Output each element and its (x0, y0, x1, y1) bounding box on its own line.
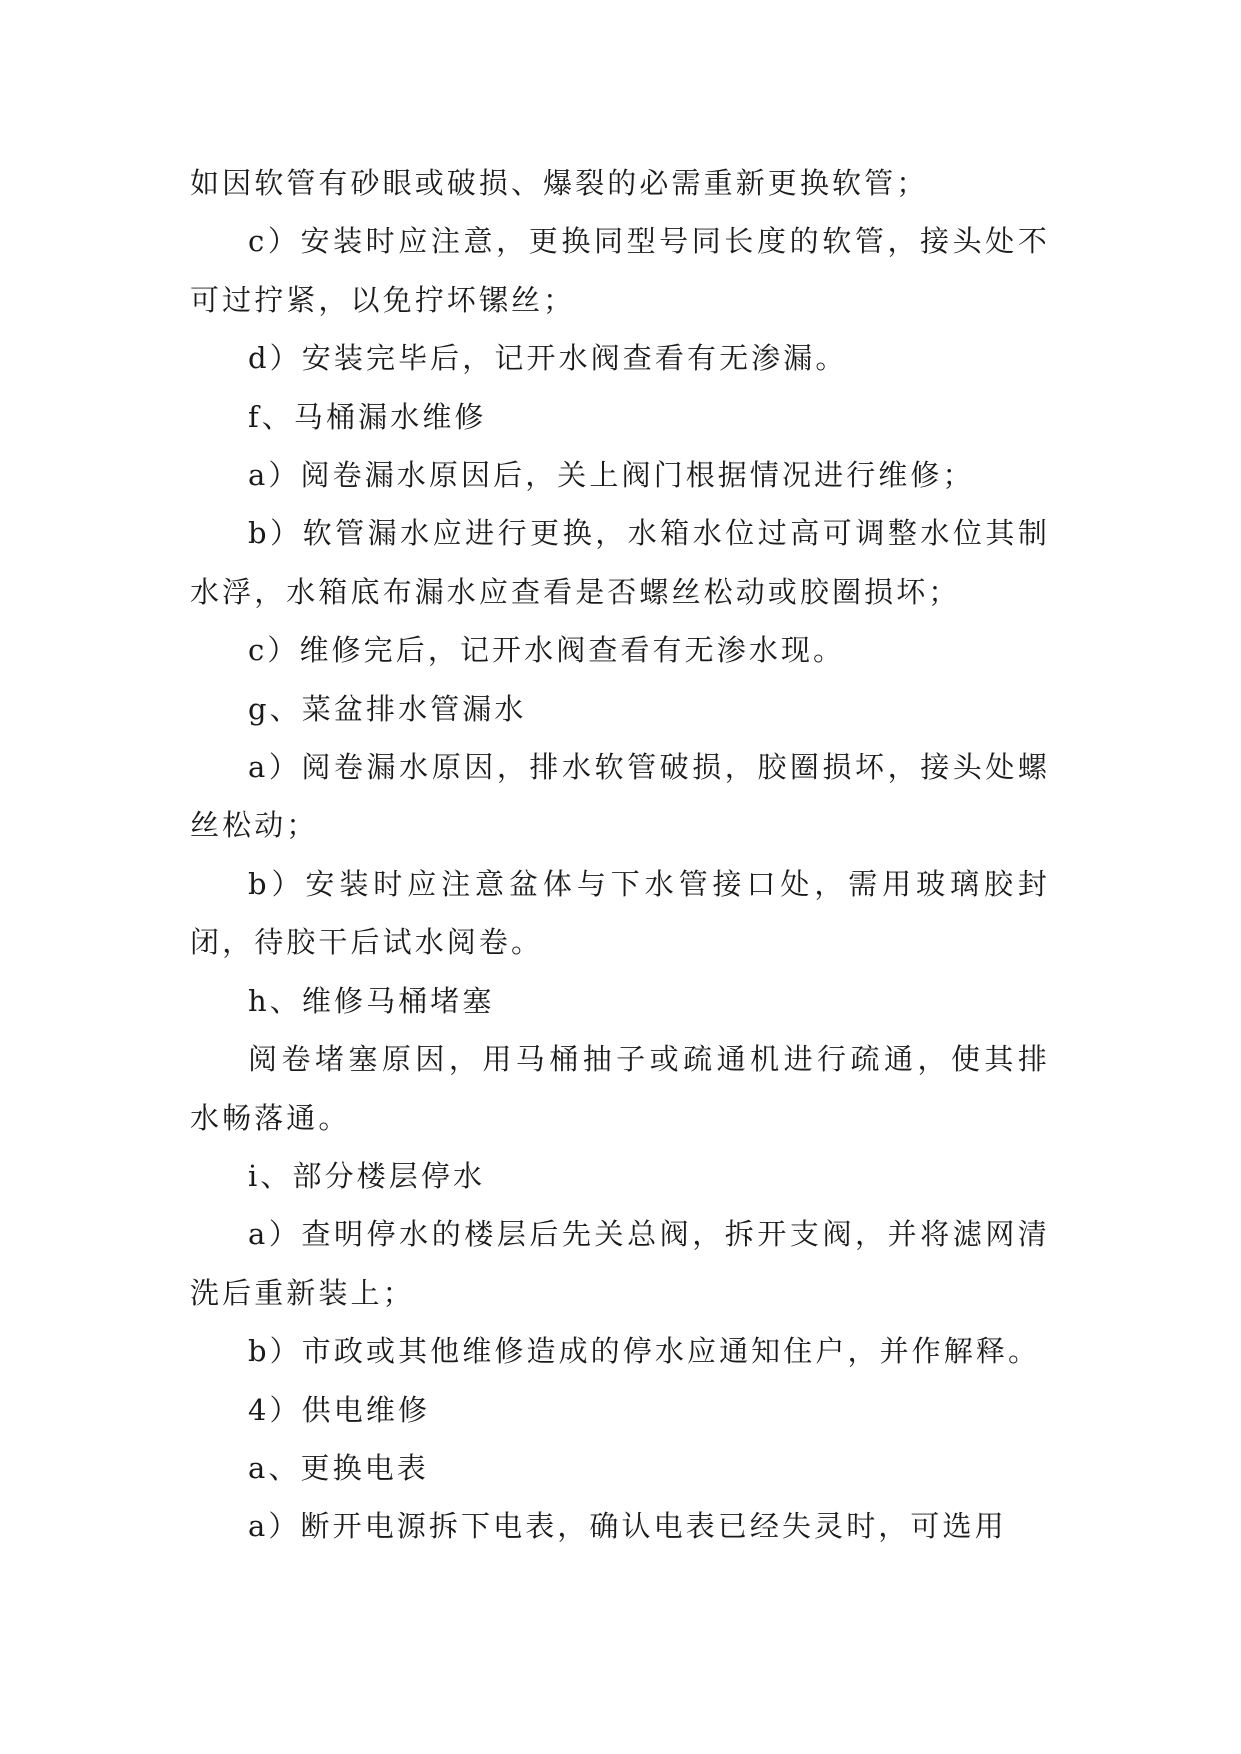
paragraph-toilet-clog-step: 阅卷堵塞原因，用马桶抽子或疏通机进行疏通，使其排水畅落通。 (190, 1042, 1050, 1135)
paragraph-sink-drain-step-b: b）安装时应注意盆体与下水管接口处，需用玻璃胶封闭，待胶干后试水阅卷。 (190, 866, 1050, 960)
paragraph-toilet-leak-step-b: b）软管漏水应进行更换，水箱水位过高可调整水位其制水浮，水箱底布漏水应查看是否螺丝松动或胶圈损坏； (190, 516, 1050, 609)
heading-sink-drain-leak: g、菜盆排水管漏水 (248, 691, 527, 726)
paragraph-sink-drain-step-a: a）阅卷漏水原因，排水软管破损，胶圈损坏，接头处螺丝松动； (190, 750, 1050, 843)
paragraph-water-outage-step-b: b）市政或其他维修造成的停水应通知住户，并作解释。 (248, 1334, 1041, 1369)
document-body (190, 154, 1050, 1556)
paragraph-water-outage-step-a: a）查明停水的楼层后先关总阀，拆开支阀，并将滤网清洗后重新装上； (190, 1217, 1050, 1310)
heading-replace-meter: a、更换电表 (248, 1450, 429, 1485)
heading-power-repair: 4）供电维修 (248, 1392, 431, 1427)
paragraph-toilet-leak-step-a: a）阅卷漏水原因后，关上阀门根据情况进行维修； (248, 458, 975, 493)
paragraph-install-hose-step-c: c）安装时应注意，更换同型号同长度的软管，接头处不可过拧紧，以免拧坏镙丝； (190, 224, 1050, 317)
paragraph-toilet-leak-step-c: c）维修完后，记开水阀查看有无渗水现。 (248, 633, 846, 668)
paragraph-replace-meter-step-a: a）断开电源拆下电表，确认电表已经失灵时，可选用 (248, 1509, 1007, 1544)
paragraph-hose-replacement-note: 如因软管有砂眼或破损、爆裂的必需重新更换软管； (190, 166, 929, 200)
paragraph-install-hose-step-d: d）安装完毕后，记开水阀查看有无渗漏。 (248, 341, 848, 376)
heading-partial-floor-water-outage: i、部分楼层停水 (248, 1158, 486, 1193)
heading-toilet-clog-repair: h、维修马桶堵塞 (248, 983, 495, 1018)
heading-toilet-leak-repair: f、马桶漏水维修 (248, 399, 487, 434)
